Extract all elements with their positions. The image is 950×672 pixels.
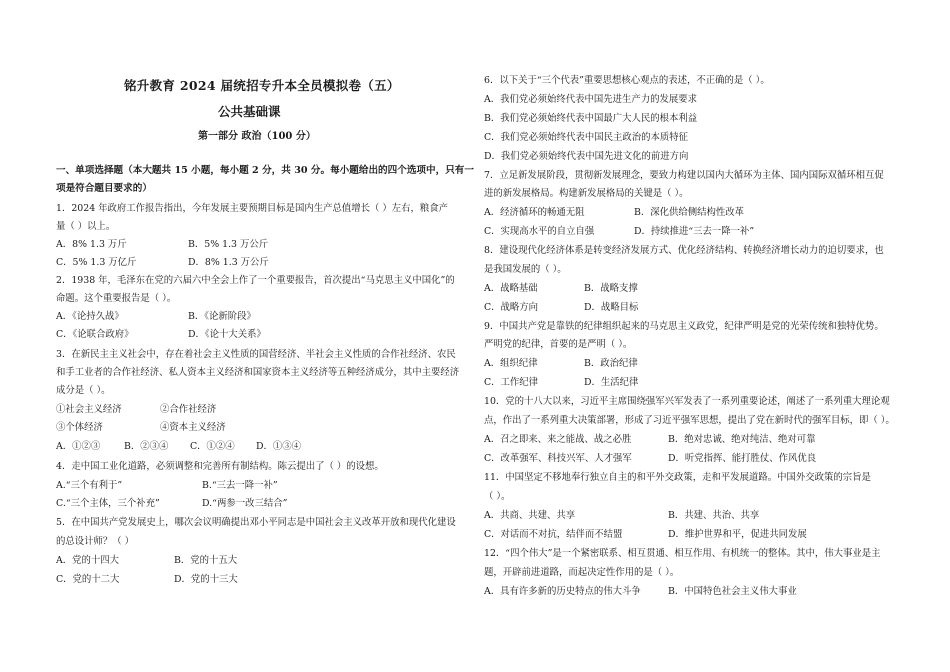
option-a[interactable]: A.“三个有利于” <box>56 480 123 491</box>
option-b[interactable]: B．5% 1.3 万公斤 <box>188 239 269 250</box>
option-a[interactable]: A．①②③ <box>56 441 101 452</box>
option-c[interactable]: C.“三个主体，三个补充” <box>56 498 160 509</box>
option-b[interactable]: B．我们党必须始终代表中国最广大人民的根本利益 <box>484 113 698 124</box>
option-d[interactable]: D．持续推进“三去一降一补” <box>634 226 755 237</box>
option-c[interactable]: C．我们党必须始终代表中国民主政治的本质特征 <box>484 132 689 143</box>
option-a[interactable]: A．组织纪律 <box>484 358 538 369</box>
option-d[interactable]: D．《论十大关系》 <box>188 329 266 340</box>
option-b[interactable]: B．中国特色社会主义伟大事业 <box>668 586 797 597</box>
section-instructions-line2: 项是符合题目要求的） <box>56 183 152 194</box>
question-text: 题，开辟前进道路，而起决定性作用的是（ ）。 <box>484 567 680 578</box>
option-b[interactable]: B．绝对忠诚、绝对纯洁、绝对可靠 <box>668 434 816 445</box>
option-c[interactable]: C．实现高水平的自立自强 <box>484 226 595 237</box>
option-b[interactable]: B.“三去一降一补” <box>202 480 278 491</box>
question-text: 10．党的十八大以来，习近平主席围绕强军兴军发表了一系列重要论述，阐述了一系列重大理论观 <box>484 396 890 407</box>
question-text: 的总设计师？（ ） <box>56 536 134 547</box>
option-b[interactable]: B．②③④ <box>124 441 169 452</box>
option-c[interactable]: C．工作纪律 <box>484 377 539 388</box>
option-a[interactable]: A．我们党必须始终代表中国先进生产力的发展要求 <box>484 94 698 105</box>
option-a[interactable]: A．党的十四大 <box>56 555 120 566</box>
question-text: 点，作出了一系列重大决策部署，形成了习近平强军思想，提出了党在新时代的强军目标，即（ ）。 <box>484 415 895 426</box>
option-a[interactable]: A．战略基础 <box>484 283 538 294</box>
option-d[interactable]: D．生活纪律 <box>584 377 639 388</box>
question-text: 命题。这个重要报告是（ ）。 <box>56 293 177 304</box>
statement-2: ②合作社经济 <box>160 404 217 415</box>
option-c[interactable]: C．《论联合政府》 <box>56 329 134 340</box>
option-b[interactable]: B．政治纪律 <box>584 358 638 369</box>
exam-subtitle: 公共基础课 <box>218 104 281 119</box>
option-a[interactable]: A．8% 1.3 万斤 <box>56 239 127 250</box>
question-text: 进的新发展格局。构建新发展格局的关键是（ ）。 <box>484 188 689 199</box>
option-c[interactable]: C．战略方向 <box>484 302 539 313</box>
section-instructions-line1: 一、单项选择题（本大题共 15 小题，每小题 2 分，共 30 分。每小题给出的四个选项中，只有一 <box>56 165 474 176</box>
question-text: （ ）。 <box>484 491 511 502</box>
option-d[interactable]: D．8% 1.3 万公斤 <box>188 257 269 268</box>
question-text: 和手工业者的合作社经济、私人资本主义经济和国家资本主义经济等五种经济成分，其中主要经济 <box>56 367 460 378</box>
question-text: 4．走中国工业化道路，必须调整和完善所有制结构。陈云提出了（ ）的设想。 <box>56 461 384 472</box>
option-c[interactable]: C．改革强军、科技兴军、人才强军 <box>484 453 632 464</box>
option-d[interactable]: D．党的十三大 <box>174 574 238 585</box>
question-text: 8．建设现代化经济体系是转变经济发展方式、优化经济结构、转换经济增长动力的迫切要求，也 <box>484 245 884 256</box>
question-text: 5．在中国共产党发展史上，哪次会议明确提出邓小平同志是中国社会主义改革开放和现代化建设 <box>56 517 456 528</box>
option-d[interactable]: D．维护世界和平，促进共同发展 <box>668 529 807 540</box>
question-text: 是我国发展的（ ）。 <box>484 264 567 275</box>
option-d[interactable]: D．我们党必须始终代表中国先进文化的前进方向 <box>484 151 689 162</box>
option-b[interactable]: B．共建、共治、共享 <box>668 510 760 521</box>
question-text: 量（ ）以上。 <box>56 221 116 232</box>
question-text: 成分是（ ）。 <box>56 385 111 396</box>
statement-3: ③个体经济 <box>56 422 103 433</box>
question-text: 9．中国共产党是靠铁的纪律组织起来的马克思主义政党，纪律严明是党的光荣传统和独特优势。 <box>484 321 884 332</box>
statement-4: ④资本主义经济 <box>160 422 226 433</box>
option-d[interactable]: D．战略目标 <box>584 302 639 313</box>
question-text: 11．中国坚定不移地奉行独立自主的和平外交政策，走和平发展道路。中国外交政策的宗旨是 <box>484 472 871 483</box>
option-c[interactable]: C．①②④ <box>190 441 235 452</box>
option-a[interactable]: A．召之即来、来之能战、战之必胜 <box>484 434 632 445</box>
question-text: 12．“四个伟大”是一个紧密联系、相互贯通、相互作用、有机统一的整体。其中，伟大事业是主 <box>484 548 881 559</box>
option-c[interactable]: C．5% 1.3 万亿斤 <box>56 257 137 268</box>
question-text: 严明党的纪律，首要的是严明（ ）。 <box>484 339 633 350</box>
option-a[interactable]: A．经济循环的畅通无阻 <box>484 207 585 218</box>
option-d[interactable]: D．听党指挥、能打胜仗、作风优良 <box>668 453 817 464</box>
option-d[interactable]: D．①③④ <box>256 441 302 452</box>
option-b[interactable]: B．《论新阶段》 <box>188 311 256 322</box>
part-heading: 第一部分 政治（100 分） <box>198 131 316 142</box>
statement-1: ①社会主义经济 <box>56 404 122 415</box>
question-text: 1．2024 年政府工作报告指出，今年发展主要预期目标是国内生产总值增长（ ）左右，粮食产 <box>56 203 449 214</box>
option-c[interactable]: C．对话而不对抗，结伴而不结盟 <box>484 529 623 540</box>
option-c[interactable]: C．党的十二大 <box>56 574 120 585</box>
option-a[interactable]: A．具有许多新的历史特点的伟大斗争 <box>484 586 641 597</box>
question-text: 3．在新民主主义社会中，存在着社会主义性质的国营经济、半社会主义性质的合作社经济、农民 <box>56 349 456 360</box>
option-b[interactable]: B．党的十五大 <box>174 555 238 566</box>
exam-title: 铭升教育 2024 届统招专升本全员模拟卷（五） <box>124 78 400 93</box>
option-a[interactable]: A．共商、共建、共享 <box>484 510 576 521</box>
question-text: 2．1938 年，毛泽东在党的六届六中全会上作了一个重要报告，首次提出“马克思主义中国化”的 <box>56 275 455 286</box>
question-text: 7．立足新发展阶段，贯彻新发展理念，要致力构建以国内大循环为主体、国内国际双循环相互促 <box>484 170 884 181</box>
option-a[interactable]: A．《论持久战》 <box>56 311 124 322</box>
question-text: 6．以下关于“三个代表”重要思想核心观点的表述，不正确的是（ ）。 <box>484 75 770 86</box>
option-b[interactable]: B．深化供给侧结构性改革 <box>634 207 745 218</box>
option-d[interactable]: D.“两参一改三结合” <box>202 498 288 509</box>
option-b[interactable]: B．战略支撑 <box>584 283 638 294</box>
